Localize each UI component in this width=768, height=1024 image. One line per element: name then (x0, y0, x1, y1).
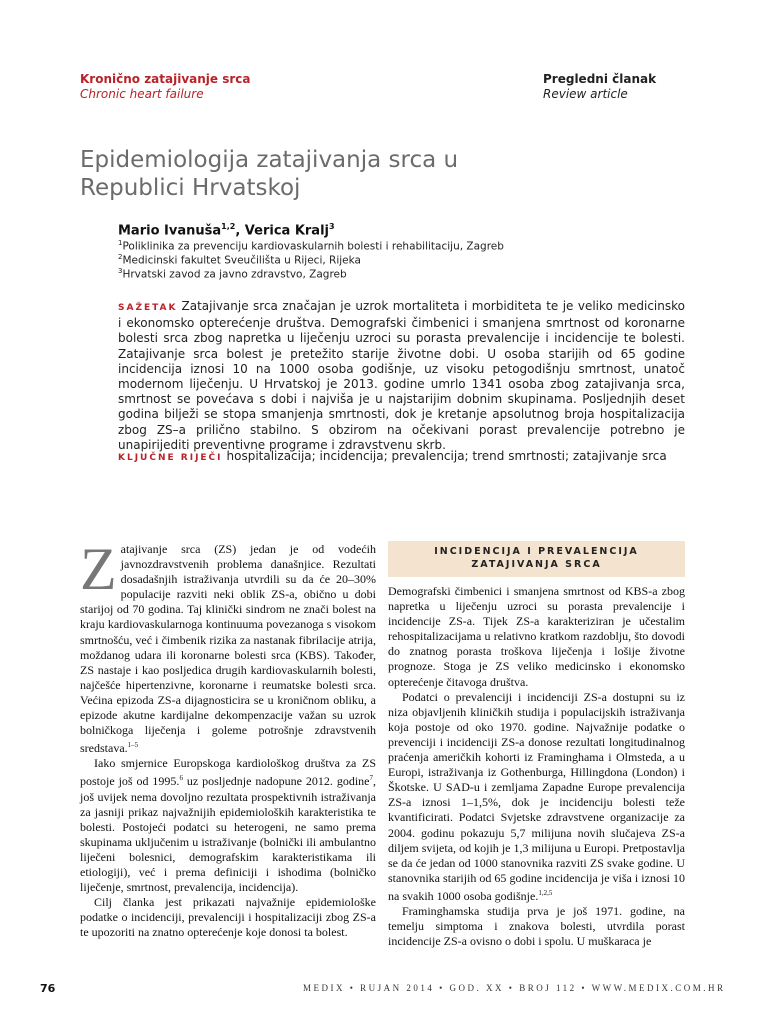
author-2-affiliation: 3 (329, 222, 335, 231)
affiliation-3-text: Hrvatski zavod za javno zdravstvo, Zagreb (122, 268, 347, 281)
paragraph-aim: Cilj članka jest prikazati najvažnije epidemiološke podatke o incidenciji, prevalenciji i hospitalizaciji zbog ZS-a te upozoriti na znatno opterećenje koje donosi ta bolest. (80, 895, 376, 940)
paragraph-intro (80, 536, 376, 756)
reference: 1,2,5 (538, 888, 553, 897)
guidelines-text-b: uz posljednje nadopune 2012. godine (182, 774, 370, 789)
guidelines-text-c: , još uvijek nema dovoljno rezultata prospektivnih istraživanja za jasniji prikaz najvažnijih epidemioloških karakteristika te bolesti. Postojeći podatci su heterogeni, ne samo prema skupinama uključenim u istraživanje (bolnički ili ambulantno liječeni bolesnici, demografskim karakteristikama ili etiologiji), već i prema definiciji i ishodima (bolničko liječenje, smrtnost, prevalencija, incidencija). (80, 774, 376, 895)
reference: 7 (369, 774, 373, 783)
affiliation-3 (118, 267, 347, 281)
left-column (80, 536, 376, 940)
paragraph-prevalence (388, 690, 685, 904)
keywords-label: KLJUČNE RIJEČI (118, 453, 223, 463)
affiliation-1 (118, 239, 504, 253)
reference: 6 (179, 774, 183, 783)
keywords-text: hospitalizacija; incidencija; prevalencija; trend smrtnosti; zatajivanje srca (226, 449, 667, 463)
keywords (118, 449, 685, 466)
article-type-english: Review article (543, 87, 628, 101)
affiliation-2-text: Medicinski fakultet Sveučilišta u Rijeci, Rijeka (122, 254, 361, 267)
category-label: Kronično zatajivanje srca (80, 72, 251, 86)
author-2: Verica Kralj (244, 223, 329, 239)
right-column (388, 584, 685, 949)
reference: 1–5 (127, 741, 139, 750)
abstract-label: SAŽETAK (118, 303, 178, 313)
author-1-affiliation: 1,2 (221, 222, 236, 231)
title-line-2: Republici Hrvatskoj (80, 175, 301, 201)
drop-cap: Z (80, 536, 117, 602)
category-label-english: Chronic heart failure (80, 87, 204, 101)
section-heading-line-1: INCIDENCIJA I PREVALENCIJA (434, 546, 639, 557)
affiliation-1-number: 1 (118, 239, 123, 247)
journal-footer: MEDIX • RUJAN 2014 • GOD. XX • BROJ 112 • WWW.MEDIX.COM.HR (303, 983, 726, 993)
affiliation-1-text: Poliklinika za prevenciju kardiovaskularnih bolesti i rehabilitaciju, Zagreb (122, 240, 504, 253)
section-heading (388, 541, 685, 577)
article-type: Pregledni članak (543, 72, 657, 86)
guidelines-text-a: Iako smjernice Europskoga kardiološkog društva za ZS postoje još od 1995. (80, 756, 376, 789)
authors (118, 222, 335, 238)
intro-text: atajivanje srca (ZS) jedan je od vodećih javnozdravstvenih problema današnjice. Rezultati dosadašnjih istraživanja utvrdili su da će 20–30% populacije razviti neki oblik ZS-a, obično u dobi starijoj od 70 godina. Taj klinički sindrom ne znači bolest na kraju kardiovaskularnoga kontinuuma povezanoga s visokom smrtnošću, već i čimbenik rizika za nastanak fibrilacije atrija, moždanog udara ili koronarne bolesti srca (KBS). Također, ZS nastaje i kao posljedica drugih kardiovaskularnih bolesti, najčešće hipertenzivne, koronarne i reumatske bolesti srca. Većina epizoda ZS-a dijagnosticira se u kroničnom obliku, a epizode akutne kardijalne dekompenzacije važan su uzrok bolničkoga liječenja i goleme potrošnje zdravstvenih sredstava. (80, 542, 376, 756)
article-title (80, 146, 700, 202)
paragraph-framingham: Framinghamska studija prva je još 1971. godine, na temelju simptoma i znakova bolesti, utvrdila porast incidencije ZS-a ovisno o dobi i spolu. U muškaraca je (388, 903, 685, 949)
title-line-1: Epidemiologija zatajivanja srca u (80, 147, 459, 173)
abstract (118, 299, 685, 453)
affiliation-2-number: 2 (118, 253, 123, 261)
paragraph-guidelines (80, 756, 376, 895)
prevalence-text: Podatci o prevalenciji i incidenciji ZS-a dostupni su iz niza objavljenih kliničkih studija i populacijskih istraživanja koja postoje od oko 1970. godine. Najvažnije podatke o prevenciji i incidenciji ZS-a donose rezultati longitudinalnog praćenja američkih kohorti iz Framinghama i Olmsteda, a u Europi, istraživanja iz Gothenburga, Hillingdona (London) i Škotske. U SAD-u i zemljama Zapadne Europe prevalencija ZS-a iznosi 1–1,5%, dok je incidenciju bolesti teže kvantificirati. Podatci Svjetske zdravstvene organizacije za 2004. godinu pokazuju 5,7 milijuna novih slučajeva ZS-a diljem svijeta, od kojih je 1,3 milijuna u Europi. Pretpostavlja se da će jedan od 1000 stanovnika razviti ZS svake godine. U stanovnika starijih od 65 godine incidencija je viša i iznosi 10 na svakih 1000 osoba godišnje. (388, 689, 685, 903)
section-heading-line-2: ZATAJIVANJA SRCA (471, 559, 602, 570)
author-separator: , (235, 223, 245, 239)
affiliation-3-number: 3 (118, 267, 123, 275)
author-1: Mario Ivanuša (118, 223, 222, 239)
paragraph-demographics: Demografski čimbenici i smanjena smrtnost od KBS-a zbog napretka u liječenju uzroci su porasta prevalencije i incidencije ZS-a. Tijek ZS-a karakteriziran je učestalim rehospitalizacijama u relativno kratkom razdoblju, što dovodi do znatnog porasta troškova liječenja i lošije životne prognoze. Stoga je ZS veliko medicinsko i ekonomsko opterećenje čitavoga društva. (388, 584, 685, 689)
page-number: 76 (40, 982, 56, 995)
abstract-text: Zatajivanje srca značajan je uzrok mortaliteta i morbiditeta te je veliko medicinsko i ekonomsko opterećenje društva. Demografski čimbenici i smanjena smrtnost od koronarne bolesti srca zbog napretka u liječenju uzroci su porasta prevalencije i incidencije te bolesti. Zatajivanje srca bolest je pretežito starije životne dobi. U osoba starijih od 65 godine incidencija iznosi 10 na 1000 osoba godišnje, uz visoku petogodišnju smrtnost, unatoč modernom liječenju. U Hrvatskoj je 2013. godine umrlo 1341 osoba zbog zatajivanja srca, smrtnost se povećava s dobi i najviša je u najstarijim dobnim skupinama. Posljednjih deset godina bilježi se stopa smanjenja smrtnosti, dok je kretanje apsolutnog broja hospitalizacija zbog ZS–a prilično stabilno. S obzirom na očekivani porast prevalencije potrebno je unapirijediti preventivne programe i zdravstvenu skrb. (118, 299, 685, 452)
affiliation-2 (118, 253, 361, 267)
